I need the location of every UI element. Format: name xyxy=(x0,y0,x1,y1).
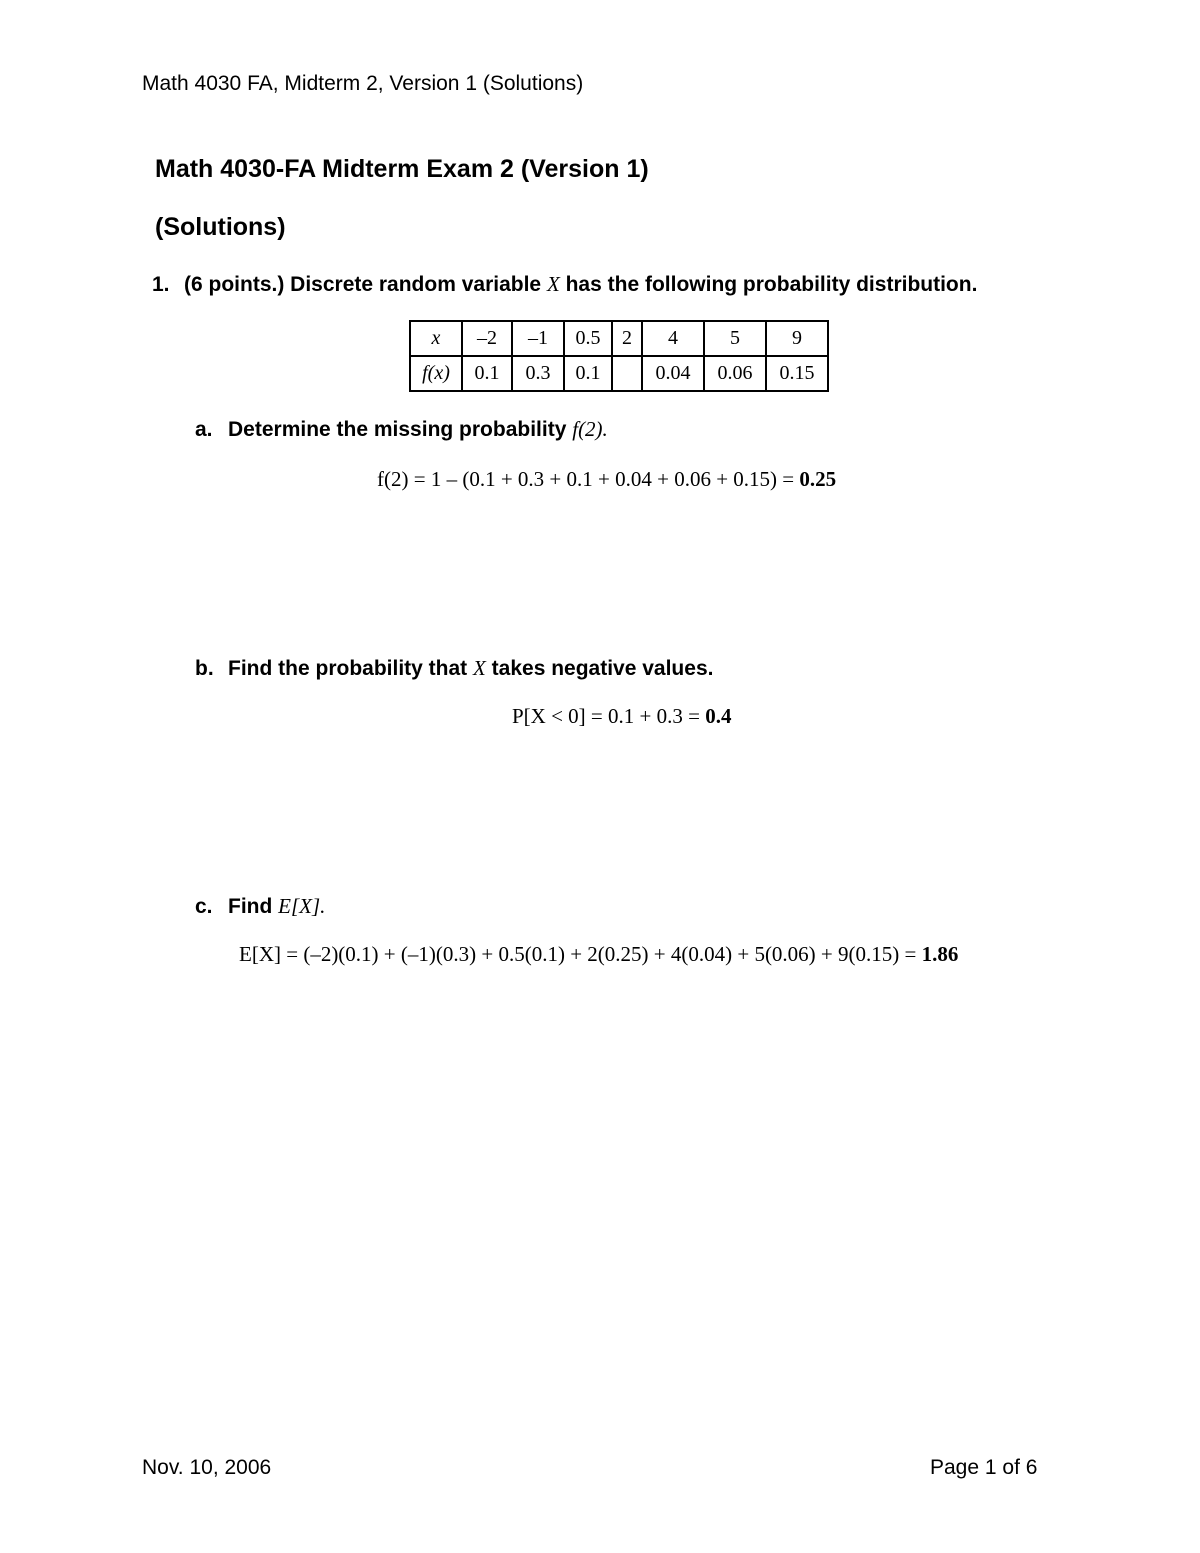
part-b-variable: X xyxy=(473,656,486,680)
table-cell: 0.06 xyxy=(704,356,766,391)
part-a-prompt xyxy=(195,417,608,442)
part-c-text: Find xyxy=(228,895,279,918)
footer-page-number: Page 1 of 6 xyxy=(930,1456,1038,1479)
part-b-text-before: Find the probability that xyxy=(228,657,473,680)
part-c-equation-text: E[X] = (–2)(0.1) + (–1)(0.3) + 0.5(0.1) + 2(0.25) + 4(0.04) + 5(0.06) + 9(0.15) = xyxy=(239,942,922,966)
question-variable: X xyxy=(546,272,560,296)
table-cell: 0.1 xyxy=(564,356,612,391)
table-cell-missing xyxy=(612,356,642,391)
document-title: Math 4030-FA Midterm Exam 2 (Version 1) xyxy=(155,155,649,183)
table-cell: 5 xyxy=(704,321,766,356)
part-c-label: c. xyxy=(195,895,213,918)
table-cell: 9 xyxy=(766,321,828,356)
table-row-x xyxy=(410,321,828,356)
footer-date: Nov. 10, 2006 xyxy=(142,1456,272,1479)
part-c-equation xyxy=(239,942,958,967)
part-a-math: f(2). xyxy=(572,417,608,441)
table-cell: 0.5 xyxy=(564,321,612,356)
part-a-equation xyxy=(377,467,836,492)
part-a-label: a. xyxy=(195,418,213,441)
question-1 xyxy=(152,272,977,297)
part-a-equation-text: f(2) = 1 – (0.1 + 0.3 + 0.1 + 0.04 + 0.06 + 0.15) = xyxy=(377,467,800,491)
table-row-fx xyxy=(410,356,828,391)
part-c-math: E[X]. xyxy=(278,894,326,918)
part-a-answer: 0.25 xyxy=(799,467,837,491)
part-b-answer: 0.4 xyxy=(705,704,732,728)
table-cell: 0.3 xyxy=(512,356,564,391)
table-header-x: x xyxy=(410,321,462,356)
part-b-equation xyxy=(512,704,731,729)
probability-distribution-table xyxy=(409,320,829,392)
page-header: Math 4030 FA, Midterm 2, Version 1 (Solutions) xyxy=(142,72,584,95)
table-cell: 4 xyxy=(642,321,704,356)
part-b-label: b. xyxy=(195,657,214,680)
table-header-fx: f(x) xyxy=(410,356,462,391)
table-cell: 0.1 xyxy=(462,356,512,391)
table-cell: 0.04 xyxy=(642,356,704,391)
table-cell: 2 xyxy=(612,321,642,356)
question-suffix: has the following probability distribution. xyxy=(559,273,978,296)
part-a-text: Determine the missing probability xyxy=(228,418,573,441)
part-b-prompt xyxy=(195,656,713,681)
part-c-answer: 1.86 xyxy=(921,942,959,966)
part-c-prompt xyxy=(195,894,325,919)
table-cell: –2 xyxy=(462,321,512,356)
table-cell: –1 xyxy=(512,321,564,356)
table-cell: 0.15 xyxy=(766,356,828,391)
question-prefix: (6 points.) Discrete random variable xyxy=(184,273,547,296)
document-subtitle: (Solutions) xyxy=(155,213,286,241)
part-b-text-after: takes negative values. xyxy=(485,657,714,680)
part-b-equation-text: P[X < 0] = 0.1 + 0.3 = xyxy=(512,704,706,728)
question-number: 1. xyxy=(152,273,170,296)
